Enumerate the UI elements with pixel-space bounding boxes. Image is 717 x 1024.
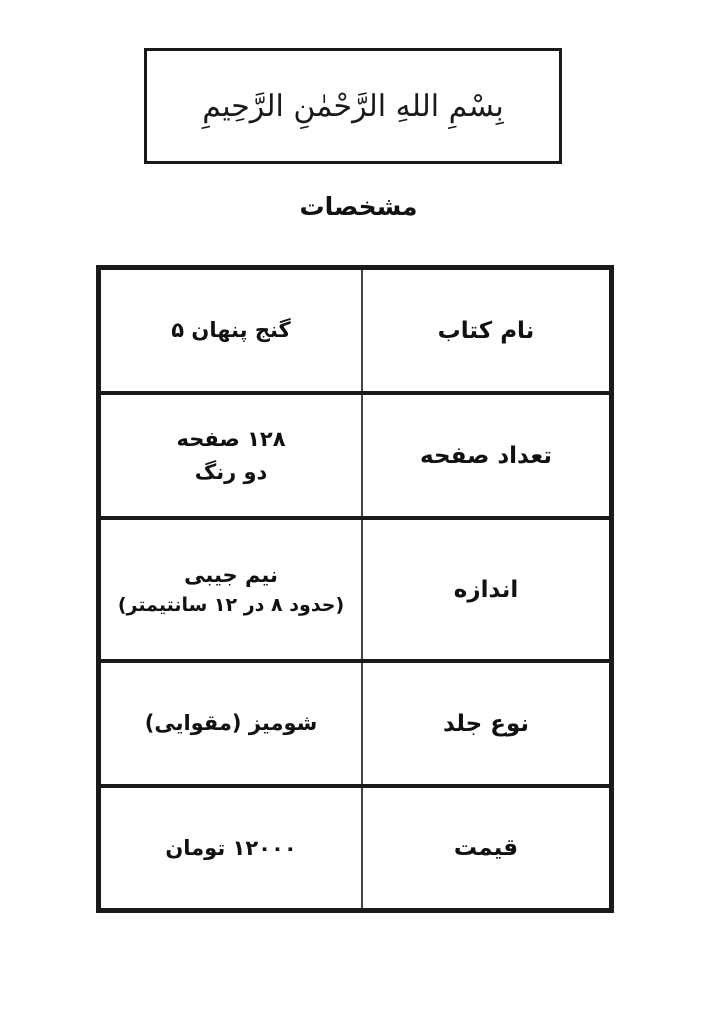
binding-type-value (101, 663, 361, 784)
size-label: اندازه (361, 520, 609, 659)
size-value (101, 520, 361, 659)
book-name-label: نام کتاب (361, 270, 609, 391)
table-row-size (101, 520, 609, 663)
table-row-page-count (101, 395, 609, 520)
book-name-value (101, 270, 361, 391)
book-name-value-line: گنج پنهان ۵ (171, 318, 291, 343)
page-count-value-line-1: ۱۲۸ صفحه (176, 426, 286, 451)
page-heading: مشخصات (299, 192, 418, 221)
basmala-text: بِسْمِ اللهِ الرَّحْمٰنِ الرَّحِيمِ (202, 88, 504, 124)
page-count-value-line-2: دو رنگ (194, 459, 268, 484)
price-value (101, 788, 361, 908)
binding-type-value-line: شومیز (مقوایی) (144, 711, 318, 736)
size-value-line-2: (حدود ۸ در ۱۲ سانتیمتر) (117, 594, 345, 617)
table-row-binding-type (101, 663, 609, 788)
price-value-line: ۱۲۰۰۰ تومان (165, 835, 297, 860)
page-count-value (101, 395, 361, 516)
basmala-box (144, 48, 562, 164)
specifications-table (96, 265, 614, 913)
table-row-price (101, 788, 609, 908)
price-label: قیمت (361, 788, 609, 908)
size-value-line-1: نیم جیبی (184, 562, 278, 587)
table-row-book-name (101, 270, 609, 395)
binding-type-label: نوع جلد (361, 663, 609, 784)
page-count-label: تعداد صفحه (361, 395, 609, 516)
